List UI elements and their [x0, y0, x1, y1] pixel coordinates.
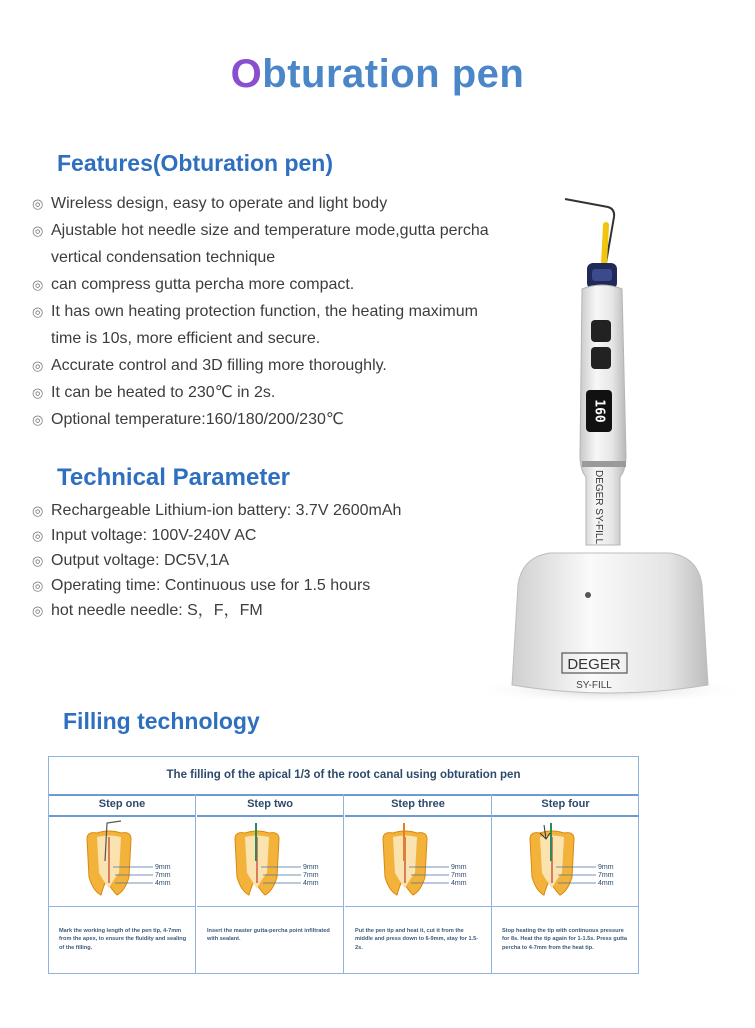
page-title: [0, 52, 755, 97]
needle-heat-tip: [604, 225, 606, 265]
technical-item: [32, 498, 492, 523]
pen-button-lower: [591, 347, 611, 369]
bullet-icon: ◎: [32, 223, 44, 238]
feature-item: [32, 217, 542, 271]
tooth-illustration: [492, 817, 638, 906]
technical-text: Output voltage: DC5V,1A: [51, 552, 230, 569]
depth-label: 7mm: [303, 872, 319, 879]
feature-item: [32, 298, 542, 352]
tooth-diagram: [197, 817, 343, 907]
technical-item: [32, 523, 492, 548]
depth-label: 4mm: [598, 880, 614, 887]
depth-label: 7mm: [155, 872, 171, 879]
bullet-icon: ◎: [32, 553, 44, 568]
bullet-icon: ◎: [32, 578, 44, 593]
tooth-illustration: [49, 817, 195, 906]
feature-item: [32, 406, 542, 433]
tooth-diagram: [492, 817, 639, 907]
pen-button-upper: [591, 320, 611, 342]
filling-heading: Filling technology: [63, 708, 260, 734]
step-column: [197, 794, 344, 973]
bullet-icon: ◎: [32, 358, 44, 373]
step-description: Insert the master gutta-percha point infiltrated with sealant.: [207, 928, 330, 943]
step-column: [49, 794, 196, 973]
pen-brand-label: DEGER SY-FILL: [593, 469, 604, 545]
technical-list: [32, 498, 492, 623]
filling-diagram: [48, 756, 639, 974]
step-description: Mark the working length of the pen tip, 4-7mm from the apex, to ensure the fluidity and sealing of the filling.: [59, 928, 187, 951]
depth-label: 4mm: [451, 880, 467, 887]
bullet-icon: ◎: [32, 503, 44, 518]
technical-heading: Technical Parameter: [57, 464, 291, 491]
feature-item: [32, 271, 542, 298]
pen-display-reading: 160: [591, 399, 607, 423]
depth-label: 9mm: [155, 864, 171, 871]
feature-text: can compress gutta percha more compact.: [51, 276, 355, 293]
technical-text: hot needle needle: S，F，FM: [51, 602, 263, 619]
feature-text: Wireless design, easy to operate and light body: [51, 195, 388, 212]
diagram-title: The filling of the apical 1/3 of the root canal using obturation pen: [49, 757, 638, 796]
title-first-letter: O: [230, 52, 263, 96]
feature-item: [32, 379, 542, 406]
obturation-pen-image: [470, 185, 755, 705]
step-label: Step one: [49, 794, 195, 817]
depth-label: 7mm: [451, 872, 467, 879]
depth-label: 9mm: [598, 864, 614, 871]
technical-text: Rechargeable Lithium-ion battery: 3.7V 2600mAh: [51, 502, 402, 519]
depth-label: 4mm: [155, 880, 171, 887]
depth-label: 9mm: [303, 864, 319, 871]
depth-label: 4mm: [303, 880, 319, 887]
dock-brand-label: DEGER: [567, 656, 621, 673]
feature-text: It can be heated to 230℃ in 2s.: [51, 384, 276, 401]
technical-item: [32, 548, 492, 573]
technical-text: Input voltage: 100V-240V AC: [51, 527, 257, 544]
dock-model-label: SY-FILL: [576, 680, 612, 691]
dock-indicator: [585, 592, 591, 598]
technical-item: [32, 598, 492, 623]
feature-text: It has own heating protection function, the heating maximum: [51, 303, 478, 320]
tooth-illustration: [197, 817, 343, 906]
step-label: Step three: [345, 794, 491, 817]
depth-label: 7mm: [598, 872, 614, 879]
feature-text-cont: time is 10s, more efficient and secure.: [51, 330, 321, 347]
bullet-icon: ◎: [32, 603, 44, 618]
feature-text: Accurate control and 3D filling more thoroughly.: [51, 357, 387, 374]
bullet-icon: ◎: [32, 277, 44, 292]
step-description: Put the pen tip and heat it, cut it from the middle and press down to 6-9mm, stay for 1.5-2s.: [355, 928, 479, 951]
feature-item: [32, 352, 542, 379]
bullet-icon: ◎: [32, 304, 44, 319]
feature-text-cont: vertical condensation technique: [51, 249, 276, 266]
bullet-icon: ◎: [32, 385, 44, 400]
tooth-illustration: [345, 817, 491, 906]
technical-item: [32, 573, 492, 598]
feature-text: Ajustable hot needle size and temperature mode,gutta percha: [51, 222, 489, 239]
step-label: Step two: [197, 794, 343, 817]
bullet-icon: ◎: [32, 412, 44, 427]
step-column: [345, 794, 492, 973]
tooth-diagram: [345, 817, 491, 907]
feature-text: Optional temperature:160/180/200/230℃: [51, 411, 344, 428]
tooth-diagram: [49, 817, 195, 907]
features-heading: Features(Obturation pen): [57, 150, 334, 176]
step-column: [492, 794, 639, 973]
technical-text: Operating time: Continuous use for 1.5 hours: [51, 577, 371, 594]
bullet-icon: ◎: [32, 196, 44, 211]
depth-label: 9mm: [451, 864, 467, 871]
step-description: Stop heating the tip with continuous pressure for 8s. Heat the tip again for 1-1.5s. Press gutta percha to 4-7mm from the heat tip.: [502, 928, 627, 951]
step-label: Step four: [492, 794, 639, 817]
features-list: [32, 190, 542, 433]
bullet-icon: ◎: [32, 528, 44, 543]
title-rest: bturation pen: [262, 52, 525, 96]
feature-item: [32, 190, 542, 217]
